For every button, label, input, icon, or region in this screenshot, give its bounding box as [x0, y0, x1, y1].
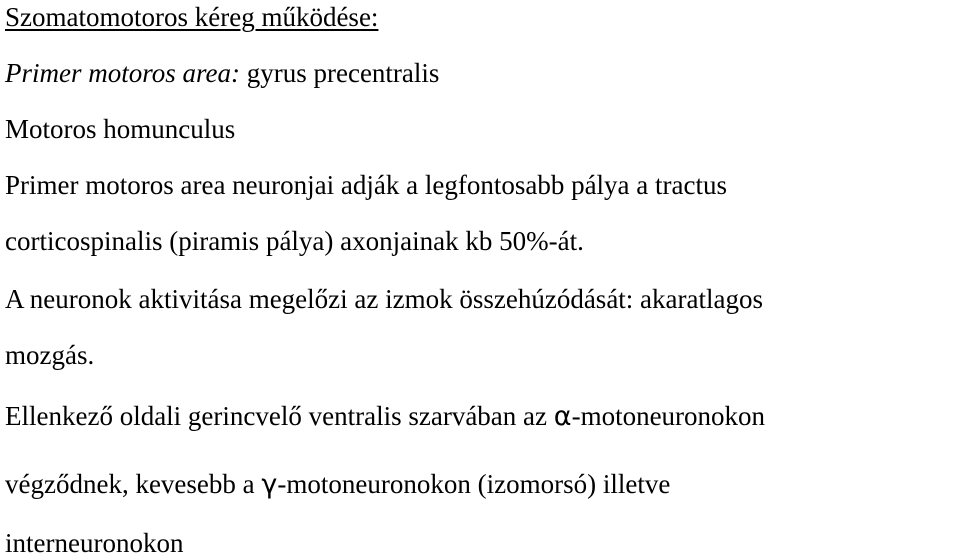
aktivitas-line-2: mozgás. — [5, 340, 95, 370]
aktivitas-line-1: A neuronok aktivitása megelőzi az izmok összehúzódását: akaratlagos — [5, 284, 763, 314]
slide-title: Szomatomotoros kéreg működése: — [5, 2, 379, 32]
ellenkezo-line-3: interneuronokon — [5, 528, 184, 558]
primer-motoros-area-label: Primer motoros area: — [5, 58, 240, 88]
ellenkezo-line-1-pre: Ellenkező oldali gerincvelő ventralis szarvában az — [5, 401, 554, 431]
ellenkezo-line-2-post: -motoneuronokon (izomorsó) illetve — [277, 469, 671, 499]
ellenkezo-line-1 — [5, 403, 765, 430]
primer-motoros-area-line — [5, 60, 439, 87]
ellenkezo-line-2 — [5, 471, 670, 498]
neuronjai-line-1: Primer motoros area neuronjai adják a legfontosabb pálya a tractus — [5, 170, 727, 200]
neuronjai-line-2: corticospinalis (piramis pálya) axonjainak kb 50%-át. — [5, 226, 584, 256]
primer-motoros-area-value: gyrus precentralis — [239, 58, 440, 88]
ellenkezo-line-1-post: -motoneuronokon — [571, 401, 766, 431]
homunculus-line: Motoros homunculus — [5, 114, 236, 144]
gamma-symbol: γ — [261, 469, 278, 500]
alpha-symbol: α — [553, 401, 572, 432]
ellenkezo-line-2-pre: végződnek, kevesebb a — [5, 469, 262, 499]
